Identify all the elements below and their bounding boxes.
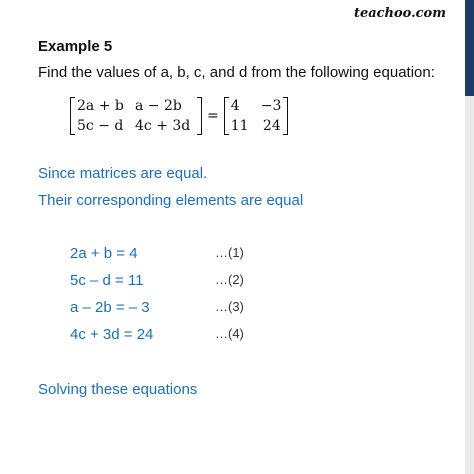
equation-row (70, 299, 270, 326)
equation-text: 2a + b = 4 (70, 245, 138, 262)
statement-corresponding-elements: Their corresponding elements are equal (38, 192, 304, 209)
matrix-row (231, 96, 281, 116)
equation-ref: …(3) (215, 299, 244, 314)
matrix-cell: −3 (260, 98, 282, 114)
equation-ref: …(2) (215, 272, 244, 287)
equation-text: a – 2b = – 3 (70, 299, 150, 316)
right-matrix (224, 96, 288, 136)
matrix-cell: 4c + 3d (135, 118, 191, 134)
example-heading: Example 5 (38, 38, 113, 55)
equation-row (70, 326, 270, 353)
left-matrix (70, 96, 202, 136)
scrollbar[interactable] (465, 0, 474, 474)
equation-row (70, 272, 270, 299)
equation-text: 4c + 3d = 24 (70, 326, 154, 343)
matrix-row (77, 96, 195, 116)
solving-statement: Solving these equations (38, 381, 198, 398)
matrix-cell: 2a + b (77, 98, 124, 114)
equation-row (70, 245, 270, 272)
teachoo-logo: teachoo.com (353, 6, 446, 21)
matrix-cell: a − 2b (135, 98, 182, 114)
matrix-cell: 11 (230, 118, 249, 134)
equation-ref: …(4) (215, 326, 244, 341)
matrix-cell: 4 (230, 98, 240, 114)
matrix-row (77, 116, 195, 136)
matrix-cell: 24 (262, 118, 281, 134)
question-text: Find the values of a, b, c, and d from the following equation: (38, 64, 435, 81)
equation-ref: …(1) (215, 245, 244, 260)
equation-text: 5c – d = 11 (70, 272, 144, 289)
scroll-thumb[interactable] (465, 0, 474, 96)
matrix-equation (70, 96, 288, 136)
matrix-row (231, 116, 281, 136)
matrix-cell: 5c − d (77, 118, 124, 134)
statement-matrices-equal: Since matrices are equal. (38, 165, 208, 182)
equation-list (70, 245, 270, 353)
equals-sign: = (207, 108, 219, 124)
